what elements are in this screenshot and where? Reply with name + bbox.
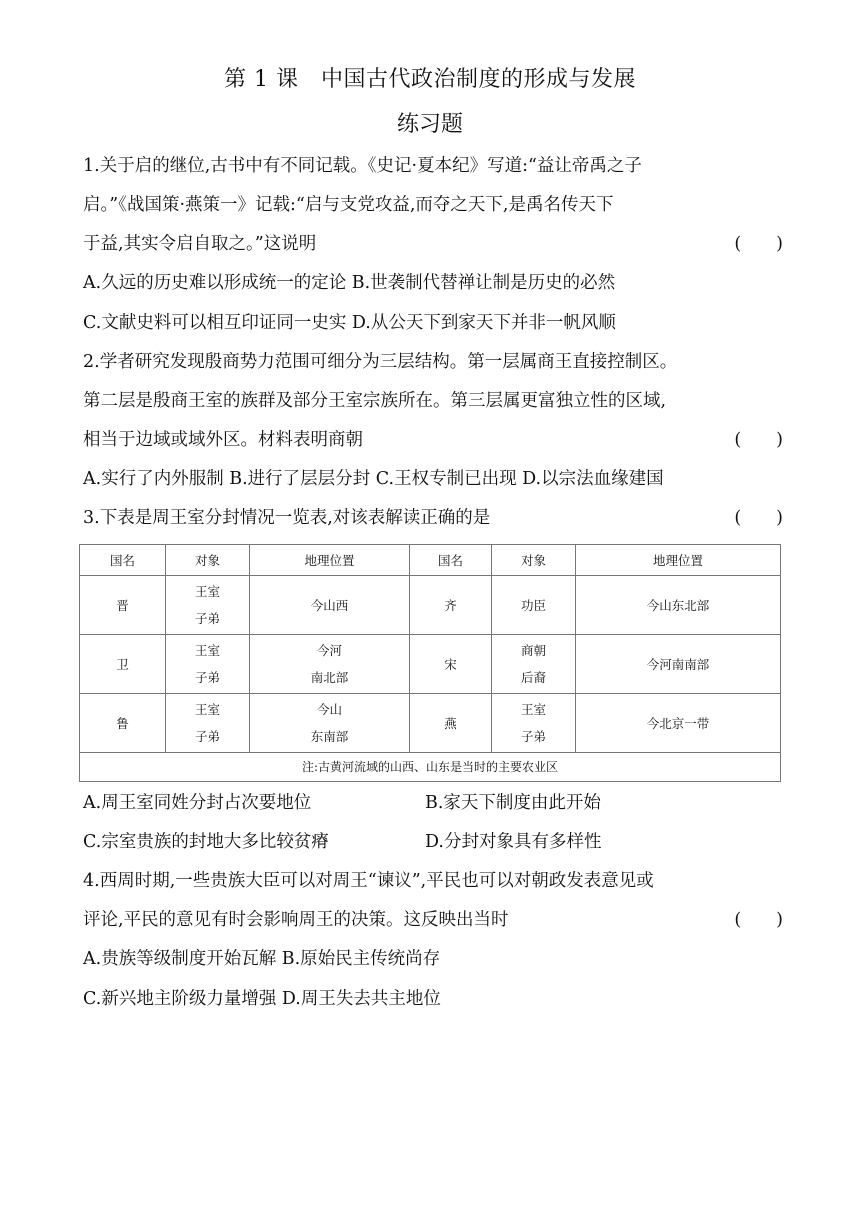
question-4-line-1: 4.西周时期,一些贵族大臣可以对周王“谏议”,平民也可以对朝政发表意见或: [83, 871, 654, 891]
table-cell: 晋: [80, 576, 166, 635]
question-3-stem: 3.下表是周王室分封情况一览表,对该表解读正确的是: [83, 508, 491, 528]
table-header-cell: 地理位置: [576, 545, 781, 576]
option-d: D.分封对象具有多样性: [425, 832, 602, 852]
question-2-options: A.实行了内外服制 B.进行了层层分封 C.王权专制已出现 D.以宗法血缘建国: [83, 469, 664, 489]
option-b: B.家天下制度由此开始: [425, 793, 601, 813]
question-2-stem-end: 相当于边域或域外区。材料表明商朝: [83, 430, 363, 450]
table-cell: 今山西: [250, 576, 410, 635]
table-row: [80, 576, 781, 635]
table-note: 注:古黄河流域的山西、山东是当时的主要农业区: [80, 753, 781, 782]
table-cell: 燕: [410, 694, 492, 753]
question-4-line-2: [83, 907, 783, 933]
table-row: [80, 635, 781, 694]
answer-blank: ( ): [734, 430, 783, 450]
lesson-title: 第 1 课 中国古代政治制度的形成与发展: [224, 67, 636, 92]
table-header-cell: 国名: [80, 545, 166, 576]
question-4-options-cd: C.新兴地主阶级力量增强 D.周王失去共主地位: [83, 989, 441, 1009]
table-cell: 齐: [410, 576, 492, 635]
question-4-options-ab: A.贵族等级制度开始瓦解 B.原始民主传统尚存: [83, 949, 441, 969]
answer-blank: ( ): [734, 910, 783, 930]
table-cell: 王室 子弟: [166, 576, 250, 635]
question-1-options-ab: A.久远的历史难以形成统一的定论 B.世袭制代替禅让制是历史的必然: [83, 273, 616, 293]
question-2-line-3: [83, 427, 783, 453]
question-1-line-2: 启。”《战国策·燕策一》记载:“启与支党攻益,而夺之天下,是禹名传天下: [83, 195, 614, 215]
table-cell: 功臣: [492, 576, 576, 635]
table-cell: 商朝 后裔: [492, 635, 576, 694]
option-c: C.宗室贵族的封地大多比较贫瘠: [83, 832, 329, 852]
answer-blank: ( ): [734, 234, 783, 254]
question-4-stem-end: 评论,平民的意见有时会影响周王的决策。这反映出当时: [83, 910, 509, 930]
table-cell: 王室 子弟: [166, 635, 250, 694]
option-a: A.周王室同姓分封占次要地位: [83, 793, 312, 813]
question-1-line-3: [83, 231, 783, 257]
table-cell: 今河南南部: [576, 635, 781, 694]
table-cell: 王室 子弟: [492, 694, 576, 753]
table-cell: 今山 东南部: [250, 694, 410, 753]
table-header-row: [80, 545, 781, 576]
table-header-cell: 地理位置: [250, 545, 410, 576]
table-header-cell: 对象: [492, 545, 576, 576]
table-cell: 今北京一带: [576, 694, 781, 753]
question-1-stem-end: 于益,其实令启自取之。”这说明: [83, 234, 317, 254]
question-3-options-ab: [83, 790, 783, 816]
table-note-row: [80, 753, 781, 782]
question-1-options-cd: C.文献史料可以相互印证同一史实 D.从公天下到家天下并非一帆风顺: [83, 313, 616, 333]
answer-blank: ( ): [734, 508, 783, 528]
question-3-line-1: [83, 505, 783, 531]
table-cell: 今山东北部: [576, 576, 781, 635]
fief-table: [79, 544, 781, 782]
table-cell: 鲁: [80, 694, 166, 753]
table-header-cell: 国名: [410, 545, 492, 576]
table-cell: 宋: [410, 635, 492, 694]
table-header-cell: 对象: [166, 545, 250, 576]
exercise-heading: 练习题: [396, 112, 463, 137]
table-cell: 今河 南北部: [250, 635, 410, 694]
table-row: [80, 694, 781, 753]
question-1-line-1: 1.关于启的继位,古书中有不同记载。《史记·夏本纪》写道:“益让帝禹之子: [83, 156, 642, 176]
question-2-line-1: 2.学者研究发现殷商势力范围可细分为三层结构。第一层属商王直接控制区。: [83, 352, 678, 372]
table-cell: 卫: [80, 635, 166, 694]
question-2-line-2: 第二层是殷商王室的族群及部分王室宗族所在。第三层属更富独立性的区域,: [83, 391, 667, 411]
table-cell: 王室 子弟: [166, 694, 250, 753]
question-3-options-cd: [83, 829, 783, 855]
